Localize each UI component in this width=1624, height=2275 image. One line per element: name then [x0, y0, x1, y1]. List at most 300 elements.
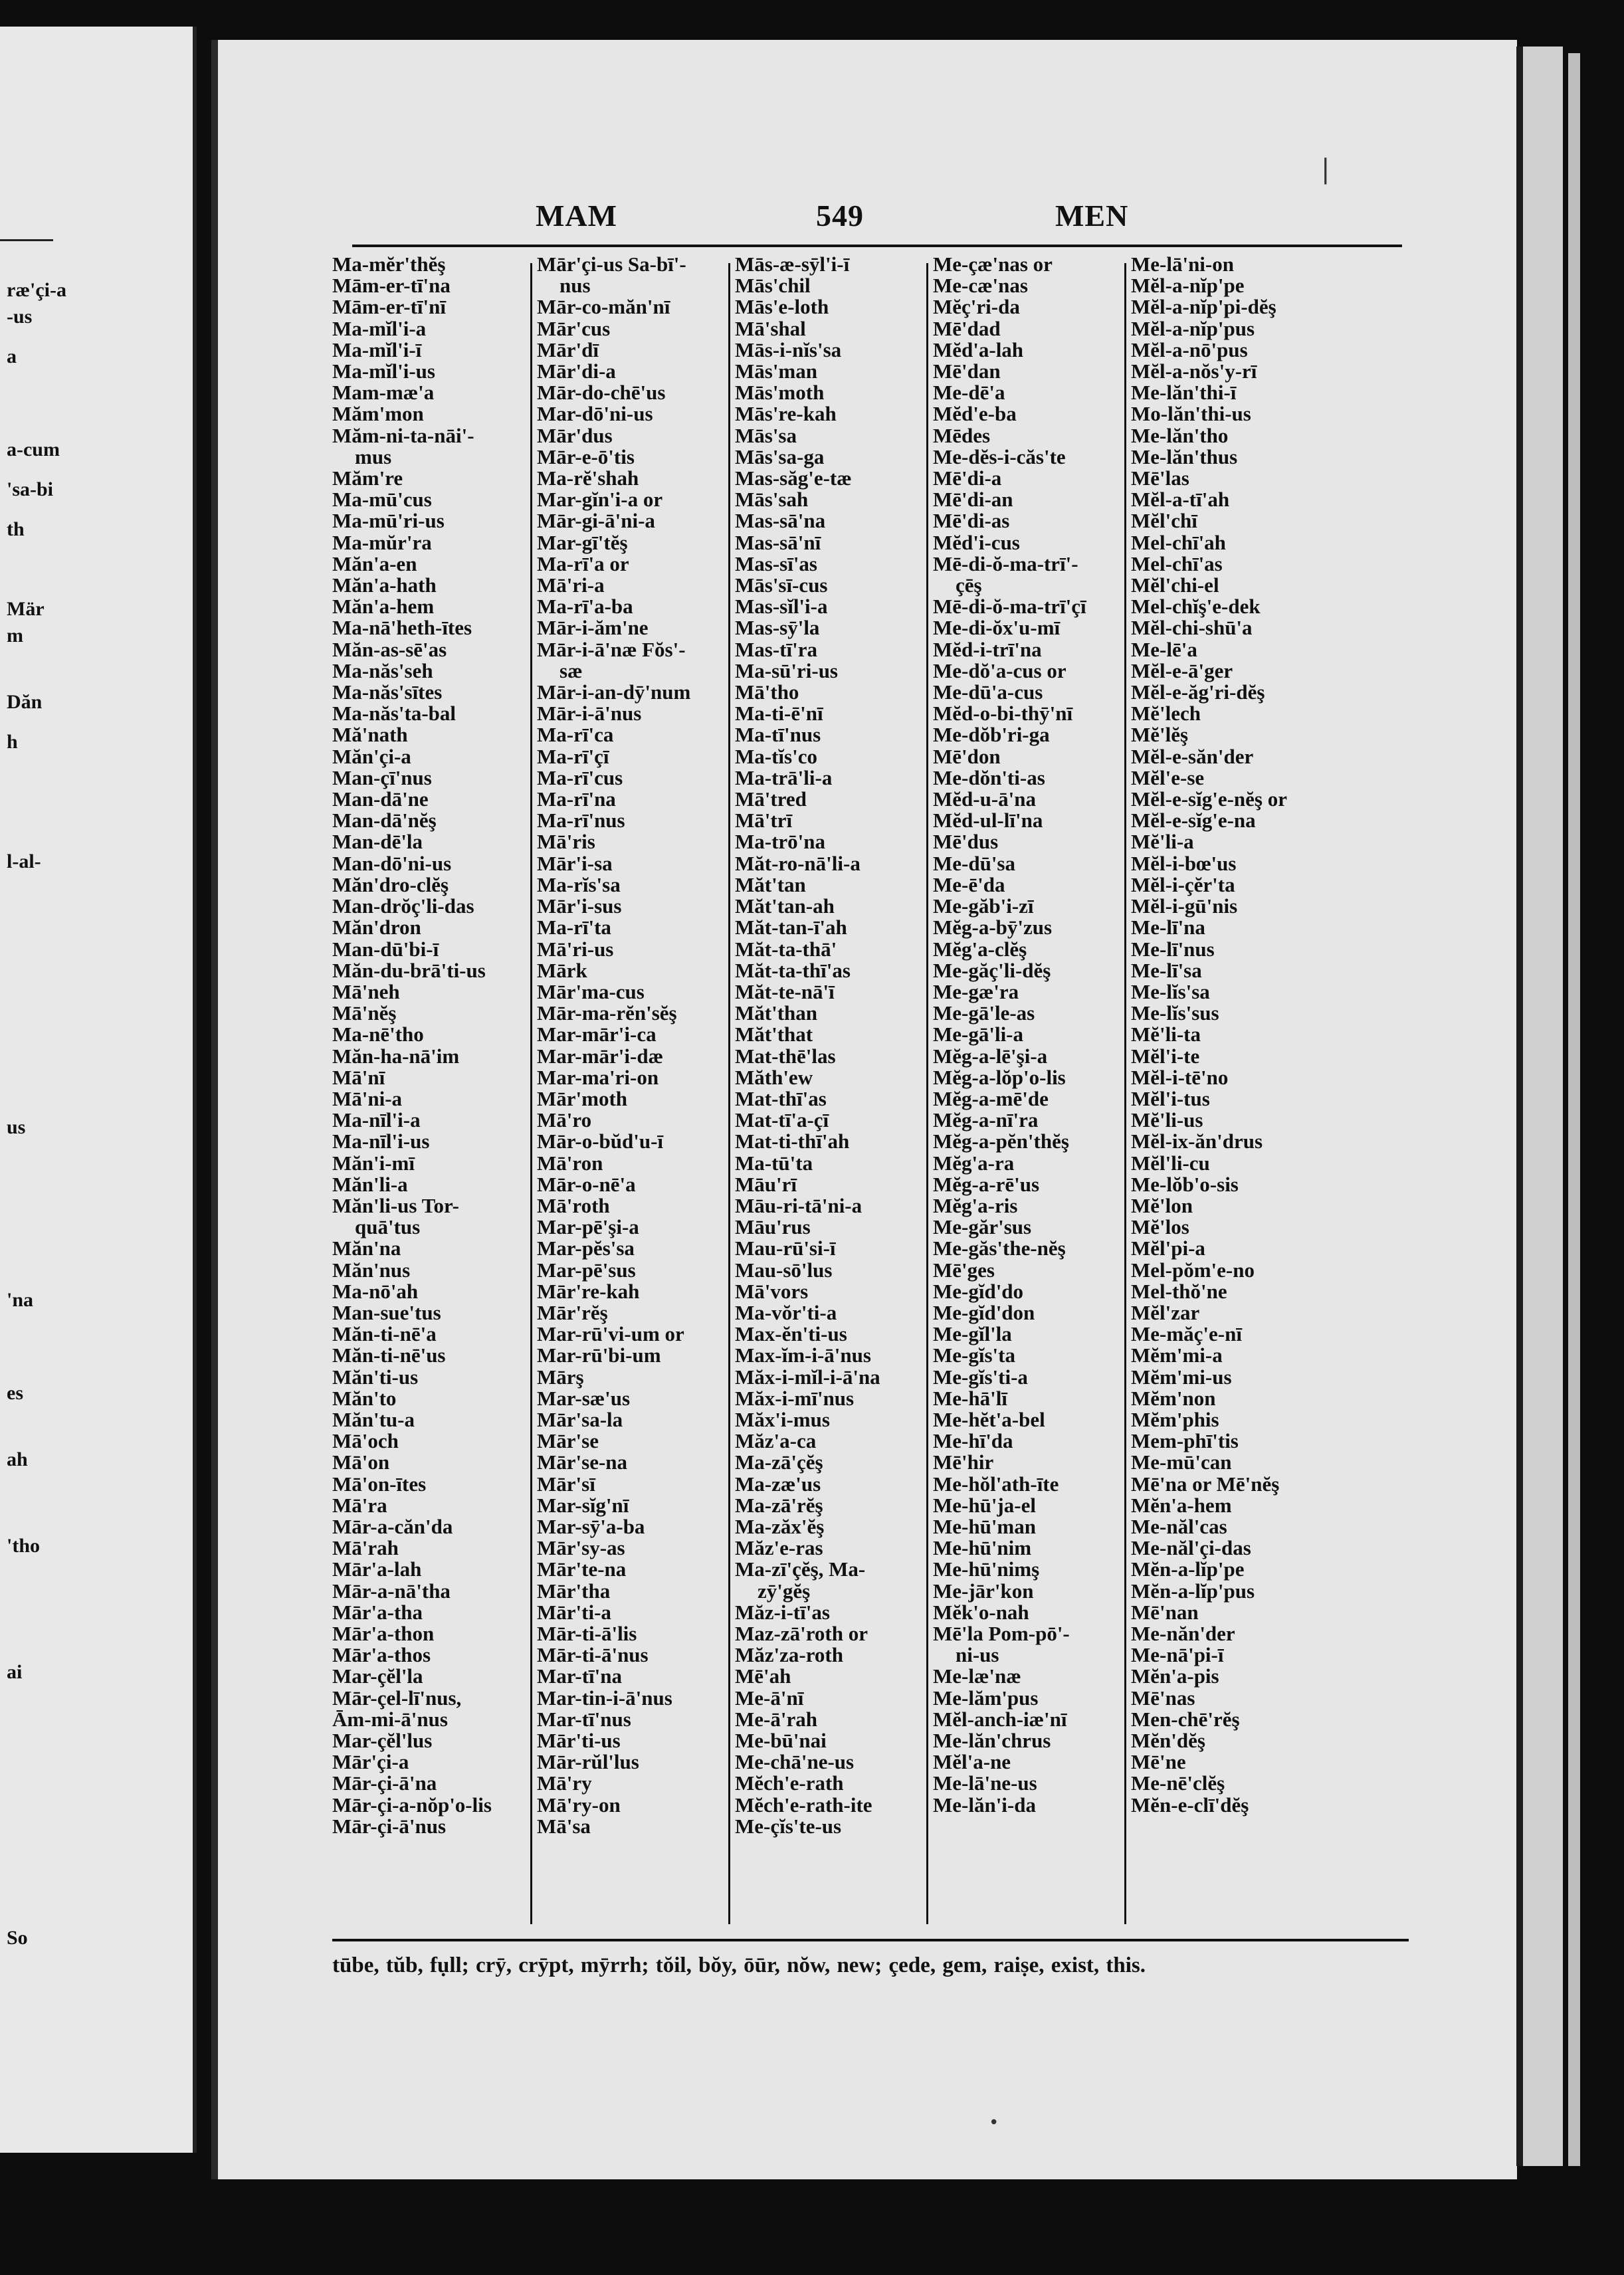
dictionary-entry: Mār'çi-us Sa-bī'- — [537, 254, 686, 276]
left-page-fragment: 'tho — [7, 1535, 41, 1557]
left-page-fragment: m — [7, 625, 23, 646]
dictionary-entry: Mē'ges — [933, 1258, 995, 1282]
dictionary-entry: Mĕ'los — [1131, 1215, 1189, 1239]
dictionary-entry: Ma-trā'li-a — [735, 765, 833, 789]
dictionary-entry: Mā'tho — [735, 680, 799, 704]
dictionary-entry: Maz-zā'roth or — [735, 1622, 868, 1645]
dictionary-entry: Mĕn-e-clī'dĕş — [1131, 1793, 1249, 1817]
dictionary-entry: Mār'ti-a — [537, 1600, 611, 1624]
dictionary-entry: Mas-sā'nī — [735, 530, 821, 554]
dictionary-entry: Ma-sū'ri-us — [735, 658, 838, 682]
dictionary-entry: Max-ĕn'ti-us — [735, 1322, 847, 1346]
dictionary-entry: Măn'a-hem — [332, 595, 435, 619]
dictionary-entry: Mē-di-ŏ-ma-trī'çī — [933, 595, 1086, 619]
dictionary-entry: Me-ā'nī — [735, 1686, 804, 1710]
dictionary-entry: Me-lăn'chrus — [933, 1729, 1051, 1753]
dictionary-entry: Mar-dō'ni-us — [537, 402, 653, 426]
dictionary-entry: Mar-sæ'us — [537, 1386, 631, 1410]
dictionary-entry: Mār'sy-as — [537, 1536, 625, 1560]
dictionary-entry: Mĕd'i-cus — [933, 530, 1020, 554]
dictionary-entry: Mār'ma-cus — [537, 979, 645, 1003]
entry-column-3 — [735, 254, 928, 1936]
dictionary-entry: Mār'cus — [537, 316, 611, 340]
dictionary-entry: Măn'to — [332, 1386, 397, 1410]
dictionary-entry: Me-chā'ne-us — [735, 1750, 855, 1774]
left-page-fragment: Mär — [7, 598, 45, 620]
dictionary-entry: Mē'hir — [933, 1450, 994, 1474]
entry-column-2 — [537, 254, 730, 1936]
dictionary-entry: Mē'di-as — [933, 509, 1010, 533]
dictionary-entry: Mās'sī-cus — [735, 573, 828, 597]
dictionary-entry: Mā'ry-on — [537, 1793, 621, 1817]
dictionary-entry: Măn'i-mī — [332, 1151, 415, 1175]
dictionary-entry: Mat-thē'las — [735, 1044, 836, 1068]
dictionary-entry: Mĕn'dĕş — [1131, 1729, 1205, 1753]
dictionary-entry: Ma-rĕ'shah — [537, 466, 639, 490]
column-divider — [530, 263, 532, 1924]
dictionary-entry: Mĕl-i-bœ'us — [1131, 851, 1237, 875]
dictionary-entry: Ma-mĭl'i-us — [332, 359, 435, 383]
dictionary-entry: Ma-mĭl'i-ī — [332, 338, 422, 361]
dictionary-entry: Me-dŏb'ri-ga — [933, 723, 1050, 747]
dictionary-entry: Me-hŏl'ath-īte — [933, 1472, 1059, 1496]
dictionary-entry: Māu-ri-tā'ni-a — [735, 1193, 863, 1217]
dictionary-entry: Māu'rus — [735, 1215, 811, 1239]
dictionary-entry: Mē'dan — [933, 359, 1001, 383]
dictionary-entry: Mar-mār'i-dæ — [537, 1044, 663, 1068]
dictionary-entry: Mār'sī — [537, 1472, 595, 1496]
dictionary-entry: Mās're-kah — [735, 402, 837, 426]
dictionary-entry: Mĕg'a-ra — [933, 1151, 1015, 1175]
dictionary-entry: Mĕl-ix-ăn'drus — [1131, 1130, 1263, 1153]
dictionary-entry: Me-çæ'nas or — [933, 254, 1053, 276]
dictionary-entry: Mar-çĕl'lus — [332, 1729, 433, 1753]
dictionary-entry: Mar-sȳ'a-ba — [537, 1514, 645, 1538]
dictionary-entry: ni-us — [956, 1643, 999, 1667]
dictionary-entry: Ma-nīl'i-a — [332, 1108, 421, 1132]
dictionary-entry: Me-hī'da — [933, 1429, 1013, 1453]
dictionary-entry: Mo-lăn'thi-us — [1131, 402, 1251, 426]
dictionary-entry: Ma-mĕr'thĕş — [332, 254, 446, 276]
dictionary-entry: Mār-çi-ā'na — [332, 1771, 437, 1795]
dictionary-entry: Me-hū'nimş — [933, 1557, 1040, 1581]
dictionary-entry: Mār'çi-a — [332, 1750, 409, 1774]
dictionary-entry: Măn-ti-nē'a — [332, 1322, 437, 1346]
dictionary-entry: Ma-nō'ah — [332, 1279, 419, 1303]
dictionary-entry: Măn'ti-us — [332, 1365, 419, 1389]
dictionary-entry: Ma-rī'ta — [537, 916, 611, 940]
dictionary-entry: Ma-zæ'us — [735, 1472, 821, 1496]
dictionary-entry: Mĕg-a-bȳ'zus — [933, 916, 1053, 940]
dictionary-entry: Mĕn-a-lĭp'pus — [1131, 1579, 1255, 1603]
dictionary-entry: Ma-tĭs'co — [735, 744, 817, 768]
dictionary-entry: Ma-rī'a-ba — [537, 595, 633, 619]
dictionary-entry: Măth'ew — [735, 1065, 813, 1089]
dictionary-entry: Mĕl-a-nĭp'pi-dĕş — [1131, 295, 1276, 319]
dictionary-entry: Man-çī'nus — [332, 765, 432, 789]
left-page-fragment: l-al- — [7, 850, 41, 872]
dictionary-entry: Mā'tred — [735, 787, 807, 811]
left-page-fragment: ræ'çi-a — [7, 279, 66, 301]
dictionary-entry: Mā'shal — [735, 316, 806, 340]
dictionary-entry: Mār'a-lah — [332, 1557, 422, 1581]
guide-word-left: MAM — [536, 199, 618, 233]
dictionary-entry: Mām-er-tī'na — [332, 274, 451, 298]
dictionary-entry: Mar-tī'na — [537, 1664, 622, 1688]
dictionary-entry: Ma-zā'rĕş — [735, 1493, 823, 1517]
dictionary-entry: Ma-zī'çĕş, Ma- — [735, 1557, 866, 1581]
dictionary-entry: Mĕl'i-te — [1131, 1044, 1200, 1068]
left-page-fragment: 'na — [7, 1289, 34, 1311]
dictionary-entry: Mĕk'o-nah — [933, 1600, 1029, 1624]
dictionary-entry: Mem-phī'tis — [1131, 1429, 1239, 1453]
dictionary-entry: Mā'ry — [537, 1771, 592, 1795]
dictionary-entry: quā'tus — [355, 1215, 421, 1239]
dictionary-entry: Mār'a-thon — [332, 1622, 435, 1645]
dictionary-entry: Me-gĭs'ti-a — [933, 1365, 1028, 1389]
dictionary-entry: Mār-a-nā'tha — [332, 1579, 451, 1603]
footer-rule — [332, 1939, 1409, 1941]
dictionary-entry: Măn-as-sē'as — [332, 637, 447, 661]
dictionary-entry: Mat-thī'as — [735, 1086, 827, 1110]
dictionary-entry: Mār-çi-ā'nus — [332, 1814, 447, 1838]
dictionary-entry: Me-nā'pi-ī — [1131, 1643, 1224, 1667]
dictionary-entry: Me-mū'can — [1131, 1450, 1232, 1474]
dictionary-entry: Ma-năs'sītes — [332, 680, 443, 704]
dictionary-entry: Mār-çi-a-nŏp'o-lis — [332, 1793, 492, 1817]
dictionary-entry: Me-jār'kon — [933, 1579, 1034, 1603]
dictionary-entry: Me-dŏ'a-cus or — [933, 658, 1066, 682]
dictionary-entry: Mār-o-bŭd'u-ī — [537, 1130, 664, 1153]
dictionary-entry: Mē'dad — [933, 316, 1001, 340]
dictionary-entry: Me-çĭs'te-us — [735, 1814, 842, 1838]
dictionary-entry: Mā'ri-us — [537, 937, 614, 961]
dictionary-entry: Mārş — [537, 1365, 584, 1389]
dictionary-entry: Ma-mĭl'i-a — [332, 316, 427, 340]
dictionary-entry: Mās'chil — [735, 274, 811, 298]
dictionary-entry: Măt-te-nā'ī — [735, 979, 835, 1003]
dictionary-entry: Mĕch'e-rath-ite — [735, 1793, 872, 1817]
dictionary-entry: Mel-pŏm'e-no — [1131, 1258, 1255, 1282]
entry-column-5 — [1131, 254, 1330, 1936]
dictionary-entry: Mēdes — [933, 423, 991, 447]
dictionary-entry: Me-gā'le-as — [933, 1001, 1035, 1025]
dictionary-entry: Mār'moth — [537, 1086, 628, 1110]
dictionary-entry: Măn-du-brā'ti-us — [332, 958, 486, 982]
dictionary-entry: Mar-pĕs'sa — [537, 1236, 635, 1260]
dictionary-entry: Mā'neh — [332, 979, 400, 1003]
dictionary-entry: Mar-çĕl'la — [332, 1664, 423, 1688]
dictionary-entry: Ma-tū'ta — [735, 1151, 813, 1175]
dictionary-entry: Me-hū'nim — [933, 1536, 1032, 1560]
left-page-fragment: a — [7, 346, 17, 367]
dictionary-entry: Măx'i-mus — [735, 1407, 830, 1431]
dictionary-entry: Mē'nas — [1131, 1686, 1195, 1710]
dictionary-entry: Men-chē'rĕş — [1131, 1707, 1240, 1731]
dictionary-entry: Mē'nan — [1131, 1600, 1199, 1624]
dictionary-entry: Me-lăm'pus — [933, 1686, 1039, 1710]
dictionary-entry: Mār-ma-rĕn'sĕş — [537, 1001, 677, 1025]
dictionary-entry: Mār-ti-ā'lis — [537, 1622, 637, 1645]
dictionary-entry: Me-nē'clĕş — [1131, 1771, 1225, 1795]
dictionary-entry: Mar-tin-i-ā'nus — [537, 1686, 672, 1710]
dictionary-entry: Ma-năs'ta-bal — [332, 702, 456, 726]
dictionary-entry: Mĕch'e-rath — [735, 1771, 844, 1795]
dictionary-entry: Me-dĕs-i-căs'te — [933, 445, 1066, 468]
dictionary-entry: Mĕl-a-tī'ah — [1131, 488, 1230, 512]
dictionary-entry: Mĕd'e-ba — [933, 402, 1017, 426]
left-page-fragment: a-cum — [7, 439, 60, 460]
left-page-fragment: Dăn — [7, 691, 43, 713]
dictionary-entry: Mas-sī'as — [735, 551, 817, 575]
dictionary-entry: Me-năn'der — [1131, 1622, 1235, 1645]
dictionary-entry: Mē'dus — [933, 830, 999, 854]
dictionary-entry: Mĕm'non — [1131, 1386, 1216, 1410]
dictionary-entry: Măm-ni-ta-nāi'- — [332, 423, 474, 447]
dictionary-entry: Măt'tan — [735, 872, 806, 896]
dictionary-entry: Mĕ'li-ta — [1131, 1023, 1201, 1046]
dictionary-entry: Mē'di-a — [933, 466, 1002, 490]
dictionary-entry: nus — [559, 274, 591, 298]
pronunciation-key: tūbe, tŭb, fụll; crȳ, crȳpt, mȳrrh; tŏil, bŏy, ōūr, nŏw, new; çede, gem, raiṣe, exist, this. — [332, 1953, 1146, 1977]
left-page-fragment: us — [7, 1116, 26, 1138]
dictionary-entry: Mā'on — [332, 1450, 390, 1474]
dictionary-entry: Mĕd'a-lah — [933, 338, 1024, 361]
dictionary-entry: Me-lăn'tho — [1131, 423, 1229, 447]
dictionary-entry: Mar-sĭg'nī — [537, 1493, 629, 1517]
dictionary-entry: Max-ĭm-i-ā'nus — [735, 1343, 871, 1367]
dictionary-entry: Mār-e-ō'tis — [537, 445, 635, 468]
left-page-fragment: ah — [7, 1448, 28, 1470]
dictionary-entry: Mĕn'a-pis — [1131, 1664, 1219, 1688]
dictionary-entry: Mĕd-o-bi-thȳ'nī — [933, 702, 1073, 726]
dictionary-entry: Me-dŏn'ti-as — [933, 765, 1045, 789]
dictionary-entry: Mĕl-i-çĕr'ta — [1131, 872, 1235, 896]
dictionary-entry: Me-gĭd'do — [933, 1279, 1024, 1303]
margin-mark: | — [1321, 154, 1330, 185]
dictionary-entry: Mār'di-a — [537, 359, 616, 383]
dictionary-entry: Man-dū'bi-ī — [332, 937, 439, 961]
dictionary-entry: Mās'sa — [735, 423, 797, 447]
dictionary-entry: Ma-ti-ē'nī — [735, 702, 823, 726]
dictionary-entry: Măz'a-ca — [735, 1429, 817, 1453]
dictionary-entry: Mĕl-anch-iæ'nī — [933, 1707, 1067, 1731]
dictionary-entry: Mē'ah — [735, 1664, 791, 1688]
dictionary-entry: Ma-mū'ri-us — [332, 509, 445, 533]
dictionary-entry: Ma-nē'tho — [332, 1023, 424, 1046]
dictionary-entry: Mā'trī — [735, 809, 793, 833]
dictionary-entry: Mĕg'a-ris — [933, 1193, 1018, 1217]
dictionary-entry: Ma-mŭr'ra — [332, 530, 432, 554]
dictionary-entry: Mel-chī'ah — [1131, 530, 1226, 554]
dictionary-entry: Măm'mon — [332, 402, 424, 426]
dictionary-entry: Me-lĭs'sa — [1131, 979, 1210, 1003]
dictionary-entry: Me-gĭs'ta — [933, 1343, 1015, 1367]
dictionary-entry: Mār-ti-ā'nus — [537, 1643, 649, 1667]
dictionary-entry: Man-sue'tus — [332, 1300, 441, 1324]
dictionary-entry: Me-dē'a — [933, 381, 1005, 405]
dictionary-entry: Măn'li-us Tor- — [332, 1193, 459, 1217]
dictionary-entry: Mār'dus — [537, 423, 613, 447]
dictionary-entry: Măt'tan-ah — [735, 894, 835, 918]
dictionary-entry: Mā'ni-a — [332, 1086, 403, 1110]
dictionary-entry: Măt-ta-thī'as — [735, 958, 851, 982]
dictionary-entry: Mār'dī — [537, 338, 599, 361]
dictionary-entry: Mau-rū'si-ī — [735, 1236, 836, 1260]
dictionary-entry: Mā'on-ītes — [332, 1472, 427, 1496]
dictionary-entry: Mĕ'lon — [1131, 1193, 1193, 1217]
dictionary-entry: Ma-tī'nus — [735, 723, 821, 747]
dictionary-entry: Me-ā'rah — [735, 1707, 817, 1731]
dictionary-entry: Mĕl'i-tus — [1131, 1086, 1210, 1110]
dictionary-entry: Mĕ'li-a — [1131, 830, 1194, 854]
dictionary-entry: Mĕd-ul-lī'na — [933, 809, 1043, 833]
dictionary-entry: Măt-ro-nā'li-a — [735, 851, 861, 875]
dictionary-entry: Mel-thŏ'ne — [1131, 1279, 1227, 1303]
dictionary-entry: Mē'don — [933, 744, 1001, 768]
dictionary-entry: Mar-gī'tĕş — [537, 530, 628, 554]
dictionary-entry: Mĕ'li-us — [1131, 1108, 1203, 1132]
dictionary-entry: Măn'na — [332, 1236, 401, 1260]
dictionary-entry: Mĕl'pi-a — [1131, 1236, 1205, 1260]
dictionary-entry: Mĕl-chi-shū'a — [1131, 616, 1253, 640]
dictionary-entry: Mĕl'zar — [1131, 1300, 1200, 1324]
dictionary-entry: Mārk — [537, 958, 587, 982]
dictionary-entry: Mā'nī — [332, 1065, 385, 1089]
dictionary-entry: Ma-mū'cus — [332, 488, 432, 512]
dictionary-entry: Mĕç'ri-da — [933, 295, 1020, 319]
dictionary-entry: Mās'sah — [735, 488, 809, 512]
dictionary-entry: Măz-i-tī'as — [735, 1600, 830, 1624]
dictionary-entry: Măn'dro-clĕş — [332, 872, 449, 896]
dictionary-entry: Man-dē'la — [332, 830, 423, 854]
left-page-fragment: So — [7, 1927, 28, 1949]
dictionary-entry: mus — [355, 445, 392, 468]
column-divider — [1124, 263, 1126, 1924]
dictionary-entry: Me-dū'sa — [933, 851, 1015, 875]
dictionary-entry: Mĕl'e-se — [1131, 765, 1205, 789]
left-page-rule — [0, 239, 53, 241]
dictionary-entry: Mĕl-i-gū'nis — [1131, 894, 1238, 918]
dictionary-entry: Mā'roth — [537, 1193, 610, 1217]
dictionary-entry: Mē'la Pom-pō'- — [933, 1622, 1070, 1645]
dictionary-entry: Măm're — [332, 466, 403, 490]
left-page-fragment: es — [7, 1382, 23, 1404]
dictionary-entry: Me-hā'lī — [933, 1386, 1007, 1410]
dictionary-entry: Mār-a-căn'da — [332, 1514, 453, 1538]
dictionary-entry: Mĕg-a-pĕn'thĕş — [933, 1130, 1069, 1153]
dictionary-entry: Me-găs'the-nĕş — [933, 1236, 1066, 1260]
dictionary-entry: Me-lăn'i-da — [933, 1793, 1036, 1817]
dictionary-entry: Mĕn-a-lĭp'pe — [1131, 1557, 1245, 1581]
dictionary-entry: Me-gæ'ra — [933, 979, 1019, 1003]
dictionary-entry: Mĕm'phis — [1131, 1407, 1219, 1431]
dictionary-entry: Mā'ron — [537, 1151, 603, 1175]
dictionary-entry: Măt'that — [735, 1023, 813, 1046]
dictionary-entry: Man-dā'nĕş — [332, 809, 437, 833]
dictionary-entry: Mār're-kah — [537, 1279, 640, 1303]
dictionary-entry: Ma-rī'nus — [537, 809, 625, 833]
dictionary-entry: Ma-rī'ca — [537, 723, 614, 747]
dictionary-entry: Ma-năs'seh — [332, 658, 433, 682]
page-header — [218, 198, 1517, 251]
dictionary-entry: Măt'than — [735, 1001, 817, 1025]
dictionary-entry: Mā'sa — [537, 1814, 591, 1838]
dictionary-entry: Mar-mār'i-ca — [537, 1023, 657, 1046]
dictionary-entry: Me-năl'çi-das — [1131, 1536, 1251, 1560]
dictionary-entry: Mār'se-na — [537, 1450, 628, 1474]
dictionary-entry: Me-læ'næ — [933, 1664, 1021, 1688]
dictionary-entry: Me-hū'ja-el — [933, 1493, 1036, 1517]
dictionary-entry: Mas-sȳ'la — [735, 616, 820, 640]
dictionary-entry: Me-gĭd'don — [933, 1300, 1035, 1324]
dictionary-entry: Mās'man — [735, 359, 817, 383]
dictionary-page — [211, 40, 1517, 2179]
dictionary-entry: Mār'a-tha — [332, 1600, 423, 1624]
dictionary-entry: Me-lā'ni-on — [1131, 254, 1234, 276]
dictionary-entry: çēş — [956, 573, 982, 597]
left-page-fragment: -us — [7, 306, 33, 328]
dictionary-entry: Mās'e-loth — [735, 295, 829, 319]
dictionary-entry: Mĕl-i-tē'no — [1131, 1065, 1229, 1089]
dictionary-entry: Mās-i-nĭs'sa — [735, 338, 842, 361]
dictionary-entry: Mas-sā'na — [735, 509, 826, 533]
dictionary-entry: Mĕl-e-ā'ger — [1131, 658, 1233, 682]
dictionary-entry: Ma-vŏr'ti-a — [735, 1300, 837, 1324]
dictionary-entry: Mām-er-tī'nī — [332, 295, 446, 319]
dictionary-entry: Măn'a-en — [332, 551, 417, 575]
dictionary-entry: Mă'nath — [332, 723, 408, 747]
left-page-fragment: h — [7, 731, 18, 753]
dictionary-entry: Me-ē'da — [933, 872, 1005, 896]
page-dot: • — [989, 2113, 999, 2133]
dictionary-entry: Mās-æ-sȳl'i-ī — [735, 254, 850, 276]
dictionary-entry: Mĕl'chī — [1131, 509, 1197, 533]
dictionary-entry: Mel-chī'as — [1131, 551, 1223, 575]
dictionary-entry: Mār'tha — [537, 1579, 611, 1603]
page-number: 549 — [816, 199, 864, 233]
dictionary-entry: Mĕl-e-ăg'ri-dĕş — [1131, 680, 1265, 704]
dictionary-entry: Mē'na or Mē'nĕş — [1131, 1472, 1280, 1496]
left-page-fragment: 'sa-bi — [7, 478, 54, 500]
dictionary-entry: Mel-chĭş'e-dek — [1131, 595, 1261, 619]
dictionary-entry: Mau-sō'lus — [735, 1258, 833, 1282]
dictionary-entry: Me-lē'a — [1131, 637, 1197, 661]
dictionary-entry: Mĕg-a-rē'us — [933, 1172, 1040, 1196]
dictionary-entry: Me-năl'cas — [1131, 1514, 1227, 1538]
dictionary-entry: Mĕg-a-lŏp'o-lis — [933, 1065, 1066, 1089]
dictionary-entry: Me-găç'li-dĕş — [933, 958, 1051, 982]
dictionary-entry: Ma-nīl'i-us — [332, 1130, 430, 1153]
dictionary-entry: Mĕg-a-mē'de — [933, 1086, 1049, 1110]
dictionary-entry: Mĕl-e-sĭg'e-nĕş or — [1131, 787, 1287, 811]
dictionary-entry: Măz'za-roth — [735, 1643, 843, 1667]
dictionary-entry: Măx-i-mĭl-i-ā'na — [735, 1365, 880, 1389]
dictionary-entry: Me-bū'nai — [735, 1729, 827, 1753]
dictionary-entry: Măn'tu-a — [332, 1407, 415, 1431]
dictionary-entry: Măx-i-mī'nus — [735, 1386, 855, 1410]
dictionary-entry: Mar-ma'ri-on — [537, 1065, 659, 1089]
guide-word-right: MEN — [1055, 199, 1129, 233]
dictionary-entry: Mār-çel-lī'nus, — [332, 1686, 462, 1710]
dictionary-entry: zȳ'gĕş — [758, 1579, 811, 1603]
dictionary-entry: Ma-rī'na — [537, 787, 616, 811]
dictionary-entry: Ma-zăx'ĕş — [735, 1514, 825, 1538]
dictionary-entry: Mĕd-i-trī'na — [933, 637, 1042, 661]
dictionary-entry: Mār-i-ăm'ne — [537, 616, 649, 640]
dictionary-entry: Măt-tan-ī'ah — [735, 916, 847, 940]
dictionary-entry: Mar-rū'vi-um or — [537, 1322, 684, 1346]
